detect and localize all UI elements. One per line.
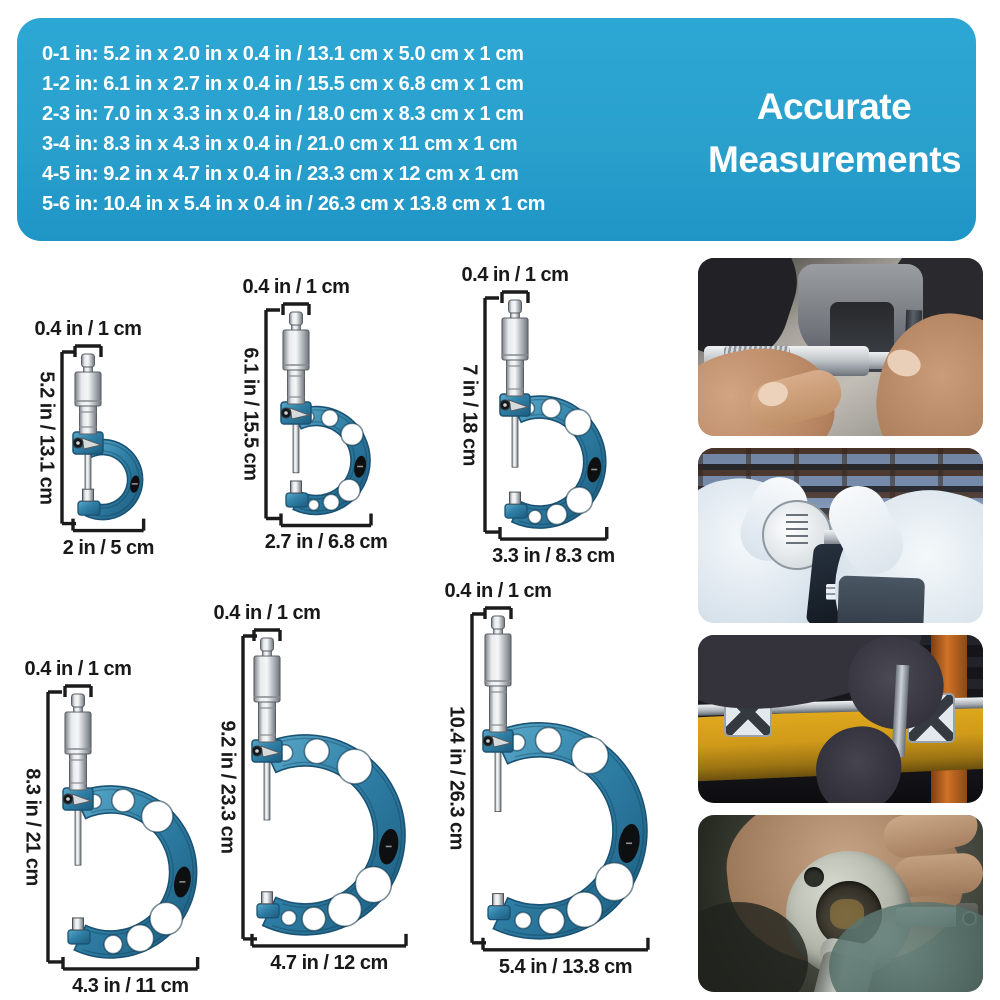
frame-hole bbox=[571, 737, 608, 774]
frame-hole bbox=[567, 892, 602, 927]
frame-hole bbox=[302, 907, 326, 931]
frame-hole bbox=[566, 487, 592, 513]
thimble bbox=[283, 330, 309, 370]
dimension-label-width: 3.3 in / 8.3 cm bbox=[492, 545, 615, 568]
lock-nut-center bbox=[76, 441, 80, 445]
dimension-label-height: 6.1 in / 15.5 cm bbox=[239, 347, 262, 481]
anvil bbox=[493, 894, 504, 906]
dimension-label-width: 2.7 in / 6.8 cm bbox=[264, 531, 388, 554]
lock-nut-center bbox=[66, 797, 70, 801]
photo4-frame-hole bbox=[804, 867, 824, 887]
frame-hole bbox=[565, 409, 591, 435]
thimble bbox=[502, 318, 528, 360]
nameplate-text-mark bbox=[132, 483, 138, 485]
thimble bbox=[485, 634, 511, 686]
ratchet-neck bbox=[74, 707, 83, 712]
frame-hole bbox=[323, 494, 339, 510]
anvil-pad bbox=[257, 904, 279, 918]
ratchet-neck bbox=[494, 629, 503, 634]
micrometer-diagram-1-2in bbox=[222, 264, 448, 560]
banner-title-line1: Accurate bbox=[756, 86, 912, 127]
spindle-rod bbox=[495, 752, 501, 812]
spec-list bbox=[42, 39, 545, 219]
frame-hole bbox=[536, 727, 562, 753]
anvil bbox=[73, 918, 84, 930]
dimension-label-width: 4.3 in / 11 cm bbox=[72, 974, 189, 997]
frame-hole bbox=[341, 423, 363, 445]
dimension-label-width: 4.7 in / 12 cm bbox=[270, 951, 388, 974]
frame-hole bbox=[528, 510, 541, 523]
dimension-label-depth: 0.4 in / 1 cm bbox=[444, 580, 552, 602]
frame-hole bbox=[515, 912, 531, 928]
anvil bbox=[291, 481, 302, 493]
micrometer-diagram-0-1in bbox=[24, 312, 204, 582]
anvil-pad bbox=[488, 906, 510, 920]
dimension-label-height: 5.2 in / 13.1 cm bbox=[35, 371, 58, 505]
sleeve bbox=[80, 406, 97, 434]
photo-measuring-workpiece bbox=[698, 258, 983, 436]
lock-nut-center bbox=[503, 403, 507, 407]
photo-measuring-rod-machine bbox=[698, 635, 983, 803]
frame-hole bbox=[281, 910, 296, 925]
ratchet-neck bbox=[292, 325, 301, 330]
banner-title-line2: Measurements bbox=[708, 139, 962, 180]
nameplate-text-mark bbox=[626, 842, 632, 844]
ratchet-cap bbox=[492, 616, 505, 629]
dimension-label-depth: 0.4 in / 1 cm bbox=[242, 276, 350, 298]
frame-hole bbox=[112, 789, 135, 812]
anvil-pad bbox=[286, 493, 308, 507]
ratchet-cap bbox=[290, 312, 303, 325]
thimble bbox=[254, 656, 280, 702]
frame-hole bbox=[127, 925, 154, 952]
spec-line-5-6in: 5-6 in: 10.4 in x 5.4 in x 0.4 in / 26.3 cm x 13.8 cm x 1 cm bbox=[42, 193, 545, 215]
frame-hole bbox=[142, 801, 173, 832]
frame-hole bbox=[539, 908, 565, 934]
spindle-rod bbox=[512, 416, 518, 467]
dimension-label-height: 7 in / 18 cm bbox=[458, 364, 481, 466]
ratchet-cap bbox=[82, 354, 95, 367]
lock-nut-center bbox=[486, 739, 490, 743]
spec-line-2-3in: 2-3 in: 7.0 in x 3.3 in x 0.4 in / 18.0 cm x 8.3 cm x 1 cm bbox=[42, 103, 524, 125]
banner bbox=[17, 18, 976, 241]
frame-hole bbox=[595, 863, 633, 901]
sleeve bbox=[288, 370, 305, 404]
ratchet-neck bbox=[84, 367, 93, 372]
spec-line-1-2in: 1-2 in: 6.1 in x 2.7 in x 0.4 in / 15.5 cm x 6.8 cm x 1 cm bbox=[42, 73, 524, 95]
frame-hole bbox=[308, 500, 319, 511]
anvil bbox=[262, 892, 273, 904]
frame-hole bbox=[542, 399, 561, 418]
frame-hole bbox=[150, 902, 182, 934]
nameplate-text-mark bbox=[357, 466, 363, 468]
dimension-label-depth: 0.4 in / 1 cm bbox=[213, 602, 321, 624]
frame-hole bbox=[355, 867, 391, 903]
frame-hole bbox=[338, 479, 360, 501]
spec-line-4-5in: 4-5 in: 9.2 in x 4.7 in x 0.4 in / 23.3 cm x 12 cm x 1 cm bbox=[42, 163, 519, 185]
dimension-label-depth: 0.4 in / 1 cm bbox=[24, 658, 132, 680]
nameplate-text-mark bbox=[591, 469, 597, 471]
dimension-label-height: 8.3 in / 21 cm bbox=[21, 768, 44, 886]
frame-hole bbox=[321, 410, 338, 427]
anvil-pad bbox=[78, 501, 100, 515]
micrometer-diagram-5-6in bbox=[426, 562, 690, 992]
spindle-rod bbox=[293, 424, 299, 473]
ratchet-neck bbox=[263, 651, 272, 656]
dimension-label-height: 9.2 in / 23.3 cm bbox=[216, 720, 239, 855]
spindle-rod bbox=[264, 762, 270, 820]
anvil-pad bbox=[505, 504, 527, 518]
dimension-label-depth: 0.4 in / 1 cm bbox=[34, 318, 142, 340]
micrometer-diagram-2-3in bbox=[436, 250, 688, 572]
photo2-ring-markings bbox=[786, 514, 808, 548]
lock-nut-center bbox=[284, 411, 288, 415]
thimble bbox=[65, 712, 91, 754]
dimension-label-width: 5.4 in / 13.8 cm bbox=[498, 955, 633, 978]
nameplate-text-mark bbox=[386, 846, 392, 848]
anvil bbox=[83, 489, 94, 501]
anvil-pad bbox=[68, 930, 90, 944]
spindle-rod bbox=[75, 810, 81, 865]
dimension-label-height: 10.4 in / 26.3 cm bbox=[445, 706, 468, 851]
nameplate-text-mark bbox=[179, 881, 185, 883]
spindle-rod bbox=[85, 454, 91, 489]
ratchet-cap bbox=[509, 300, 522, 313]
ratchet-cap bbox=[72, 694, 85, 707]
spec-line-0-1in: 0-1 in: 5.2 in x 2.0 in x 0.4 in / 13.1 cm x 5.0 cm x 1 cm bbox=[42, 43, 524, 65]
sleeve bbox=[507, 360, 524, 396]
dimension-label-depth: 0.4 in / 1 cm bbox=[461, 264, 569, 286]
frame-hole bbox=[104, 935, 122, 953]
anvil bbox=[510, 492, 521, 504]
frame-hole bbox=[328, 893, 361, 926]
lock-nut-center bbox=[255, 749, 259, 753]
spec-line-3-4in: 3-4 in: 8.3 in x 4.3 in x 0.4 in / 21.0 cm x 11 cm x 1 cm bbox=[42, 133, 518, 155]
frame-hole bbox=[337, 749, 372, 784]
frame-hole bbox=[304, 739, 329, 764]
photo-calibration-gloves bbox=[698, 448, 983, 623]
dimension-label-width: 2 in / 5 cm bbox=[62, 536, 154, 559]
photo2-stand-block bbox=[837, 576, 925, 623]
ratchet-neck bbox=[511, 313, 520, 318]
banner-title bbox=[708, 80, 960, 186]
frame-hole bbox=[547, 504, 567, 524]
photo-micrometer-closeup bbox=[698, 815, 983, 992]
ratchet-cap bbox=[261, 638, 274, 651]
